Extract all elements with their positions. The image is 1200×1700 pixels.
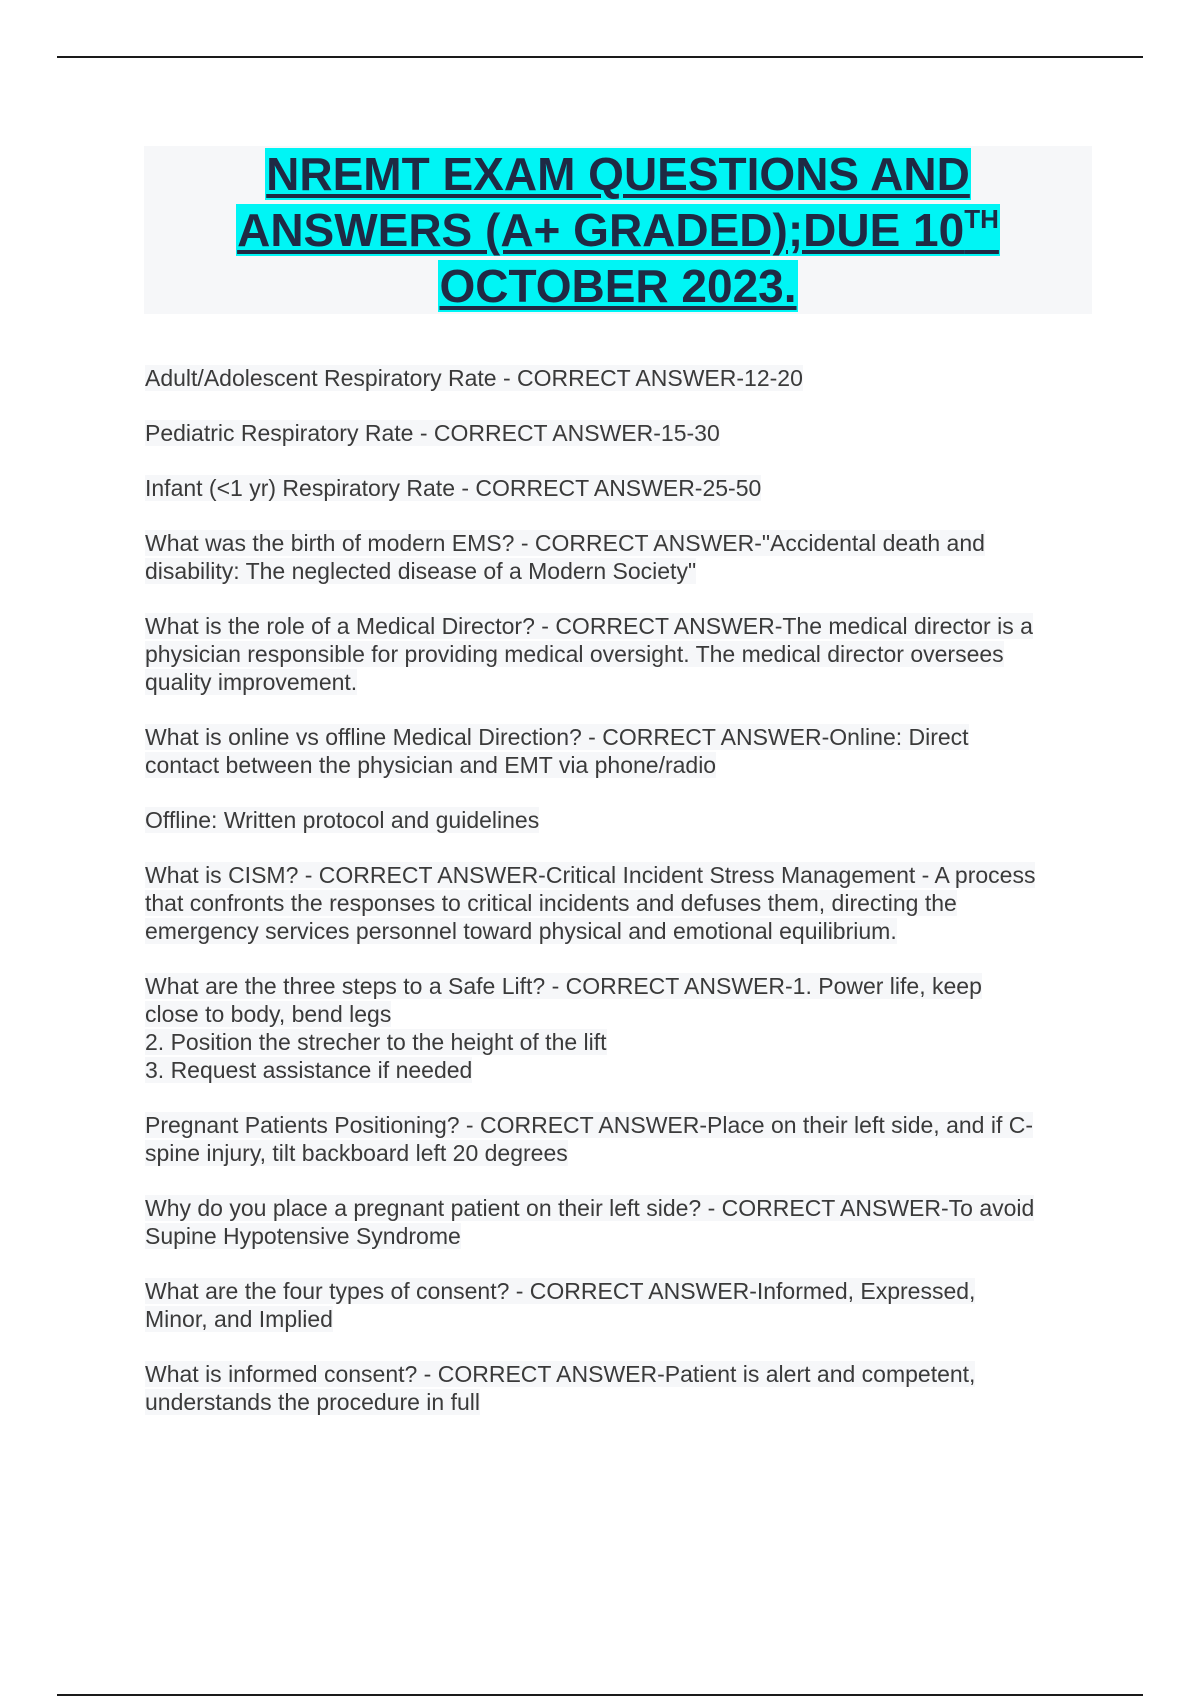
qa-item	[145, 806, 1095, 834]
qa-line-text: What are the four types of consent? - CORRECT ANSWER-Informed, Expressed,	[145, 1278, 976, 1304]
qa-line-text: What are the three steps to a Safe Lift? - CORRECT ANSWER-1. Power life, keep	[145, 973, 982, 999]
qa-line	[145, 419, 1095, 447]
qa-line	[145, 1000, 1095, 1028]
qa-item	[145, 723, 1095, 779]
qa-line-text: quality improvement.	[145, 669, 358, 695]
qa-item	[145, 1111, 1095, 1167]
document-title	[144, 146, 1092, 314]
qa-line	[145, 1028, 1095, 1056]
qa-line-text: close to body, bend legs	[145, 1001, 392, 1027]
title-superscript: TH	[964, 204, 999, 234]
qa-line-text: emergency services personnel toward physical and emotional equilibrium.	[145, 918, 897, 944]
title-line-2	[236, 204, 1000, 256]
title-line-2-text: ANSWERS (A+ GRADED);DUE 10	[237, 204, 965, 256]
bottom-rule	[57, 1694, 1143, 1696]
qa-line	[145, 612, 1095, 640]
qa-line-text: understands the procedure in full	[145, 1389, 480, 1415]
qa-line	[145, 1388, 1095, 1416]
qa-line	[145, 806, 1095, 834]
qa-line-text: Minor, and Implied	[145, 1306, 333, 1332]
qa-item	[145, 612, 1095, 696]
qa-line	[145, 1194, 1095, 1222]
qa-line-text: Pediatric Respiratory Rate - CORRECT ANSWER-15-30	[145, 420, 720, 446]
qa-line	[145, 1056, 1095, 1084]
qa-item	[145, 1194, 1095, 1250]
qa-line	[145, 640, 1095, 668]
title-line-1: NREMT EXAM QUESTIONS AND	[266, 148, 970, 200]
qa-line	[145, 723, 1095, 751]
qa-line-text: What is informed consent? - CORRECT ANSWER-Patient is alert and competent,	[145, 1361, 976, 1387]
qa-line	[145, 529, 1095, 557]
qa-line-text: spine injury, tilt backboard left 20 degrees	[145, 1140, 568, 1166]
qa-line	[145, 1305, 1095, 1333]
qa-line-text: contact between the physician and EMT via phone/radio	[145, 752, 717, 778]
qa-line-text: What is CISM? - CORRECT ANSWER-Critical Incident Stress Management - A process	[145, 862, 1036, 888]
qa-line-text: Offline: Written protocol and guidelines	[145, 807, 540, 833]
qa-item	[145, 972, 1095, 1084]
qa-line-text: What is the role of a Medical Director? - CORRECT ANSWER-The medical director is a	[145, 613, 1033, 639]
qa-line-text: physician responsible for providing medical oversight. The medical director oversees	[145, 641, 1004, 667]
qa-line-text: disability: The neglected disease of a Modern Society"	[145, 558, 697, 584]
qa-item	[145, 474, 1095, 502]
qa-line	[145, 861, 1095, 889]
qa-line	[145, 557, 1095, 585]
title-line-3: OCTOBER 2023.	[439, 260, 797, 312]
qa-item	[145, 419, 1095, 447]
qa-line-text: Infant (<1 yr) Respiratory Rate - CORRECT ANSWER-25-50	[145, 475, 762, 501]
qa-line	[145, 668, 1095, 696]
qa-line-text: What was the birth of modern EMS? - CORRECT ANSWER-"Accidental death and	[145, 530, 985, 556]
qa-line-text: 2. Position the strecher to the height of the lift	[145, 1029, 607, 1055]
qa-line-text: 3. Request assistance if needed	[145, 1057, 473, 1083]
qa-line-text: Supine Hypotensive Syndrome	[145, 1223, 461, 1249]
qa-line-text: that confronts the responses to critical incidents and defuses them, directing the	[145, 890, 957, 916]
qa-line	[145, 751, 1095, 779]
qa-item	[145, 364, 1095, 392]
qa-item	[145, 1360, 1095, 1416]
qa-item	[145, 861, 1095, 945]
qa-line-text: Adult/Adolescent Respiratory Rate - CORRECT ANSWER-12-20	[145, 365, 803, 391]
qa-line	[145, 474, 1095, 502]
qa-line	[145, 972, 1095, 1000]
qa-line	[145, 364, 1095, 392]
qa-item	[145, 529, 1095, 585]
qa-line	[145, 1360, 1095, 1388]
qa-line	[145, 917, 1095, 945]
qa-line-text: Why do you place a pregnant patient on their left side? - CORRECT ANSWER-To avoid	[145, 1195, 1035, 1221]
qa-list	[145, 364, 1095, 1443]
qa-line	[145, 1139, 1095, 1167]
qa-item	[145, 1277, 1095, 1333]
qa-line	[145, 1111, 1095, 1139]
qa-line	[145, 1277, 1095, 1305]
qa-line	[145, 1222, 1095, 1250]
qa-line-text: What is online vs offline Medical Direction? - CORRECT ANSWER-Online: Direct	[145, 724, 969, 750]
top-rule	[57, 56, 1143, 58]
qa-line	[145, 889, 1095, 917]
qa-line-text: Pregnant Patients Positioning? - CORRECT ANSWER-Place on their left side, and if C-	[145, 1112, 1034, 1138]
